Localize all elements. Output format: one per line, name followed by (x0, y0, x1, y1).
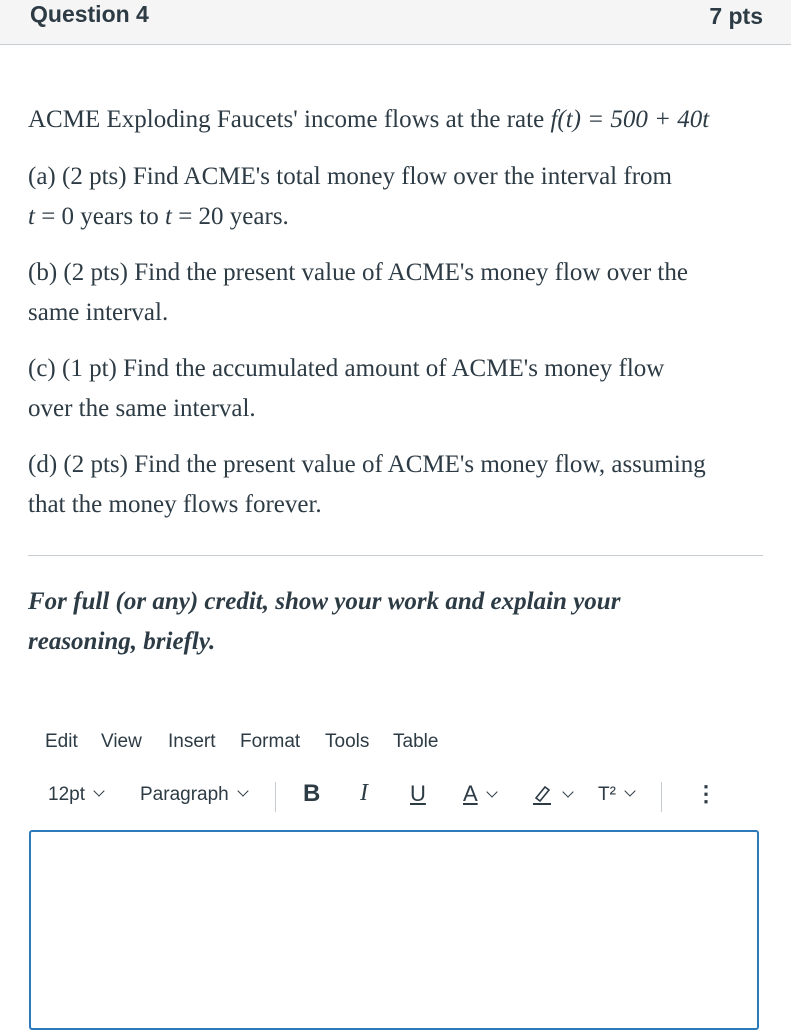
question-header (0, 0, 791, 45)
menu-view[interactable]: View (101, 731, 142, 752)
intro-line (28, 106, 709, 134)
menu-tools[interactable]: Tools (325, 731, 370, 752)
text-color-button[interactable] (463, 781, 496, 807)
question-points: 7 pts (709, 3, 763, 29)
part-a-line2 (28, 203, 289, 231)
highlighter-icon (530, 782, 554, 806)
font-size-select[interactable] (48, 784, 103, 806)
block-format-select[interactable] (140, 784, 247, 806)
intro-text: ACME Exploding Faucets' income flows at the rate (28, 106, 551, 133)
part-a-line1: (a) (2 pts) Find ACME's total money flow over the interval from (28, 163, 672, 190)
question-title: Question 4 (30, 1, 149, 27)
rich-text-editor[interactable] (29, 830, 759, 1030)
chevron-down-icon (562, 786, 573, 797)
chevron-down-icon (486, 786, 497, 797)
superscript-icon: T² (598, 784, 616, 805)
menu-table[interactable]: Table (393, 731, 439, 752)
bold-button[interactable]: B (303, 780, 321, 807)
part-c-line1: (c) (1 pt) Find the accumulated amount of ACME's money flow (28, 355, 665, 382)
part-d-line1: (d) (2 pts) Find the present value of ACME's money flow, assuming (28, 451, 706, 478)
part-b-line1: (b) (2 pts) Find the present value of ACME's money flow over the (28, 259, 688, 286)
part-a-t-start: t (28, 203, 35, 230)
part-d-line2: that the money flows forever. (28, 491, 322, 518)
menu-format[interactable]: Format (240, 731, 301, 752)
intro-math: f(t) = 500 + 40t (550, 106, 710, 133)
credit-line1: For full (or any) credit, show your work and explain your (28, 588, 621, 615)
superscript-button[interactable] (598, 784, 634, 806)
block-format-value: Paragraph (140, 784, 229, 805)
editor-toolbar (0, 780, 791, 816)
part-a-mid: = 0 years to (34, 203, 165, 230)
toolbar-separator (275, 782, 276, 812)
italic-button[interactable]: I (360, 780, 368, 806)
chevron-down-icon (624, 785, 635, 796)
menu-edit[interactable]: Edit (45, 731, 78, 752)
more-options-button[interactable]: ⋮ (695, 781, 717, 806)
chevron-down-icon (93, 785, 104, 796)
highlight-color-button[interactable] (530, 782, 572, 812)
toolbar-separator (661, 782, 662, 812)
credit-line2: reasoning, briefly. (28, 628, 216, 655)
text-color-icon: A (463, 781, 478, 806)
menu-insert[interactable]: Insert (168, 731, 216, 752)
font-size-value: 12pt (48, 784, 85, 805)
divider (28, 555, 763, 556)
part-a-t-end: t (165, 203, 172, 230)
part-c-line2: over the same interval. (28, 395, 256, 422)
underline-button[interactable]: U (410, 781, 426, 806)
part-b-line2: same interval. (28, 299, 169, 326)
part-a-end: = 20 years. (171, 203, 289, 230)
chevron-down-icon (237, 785, 248, 796)
